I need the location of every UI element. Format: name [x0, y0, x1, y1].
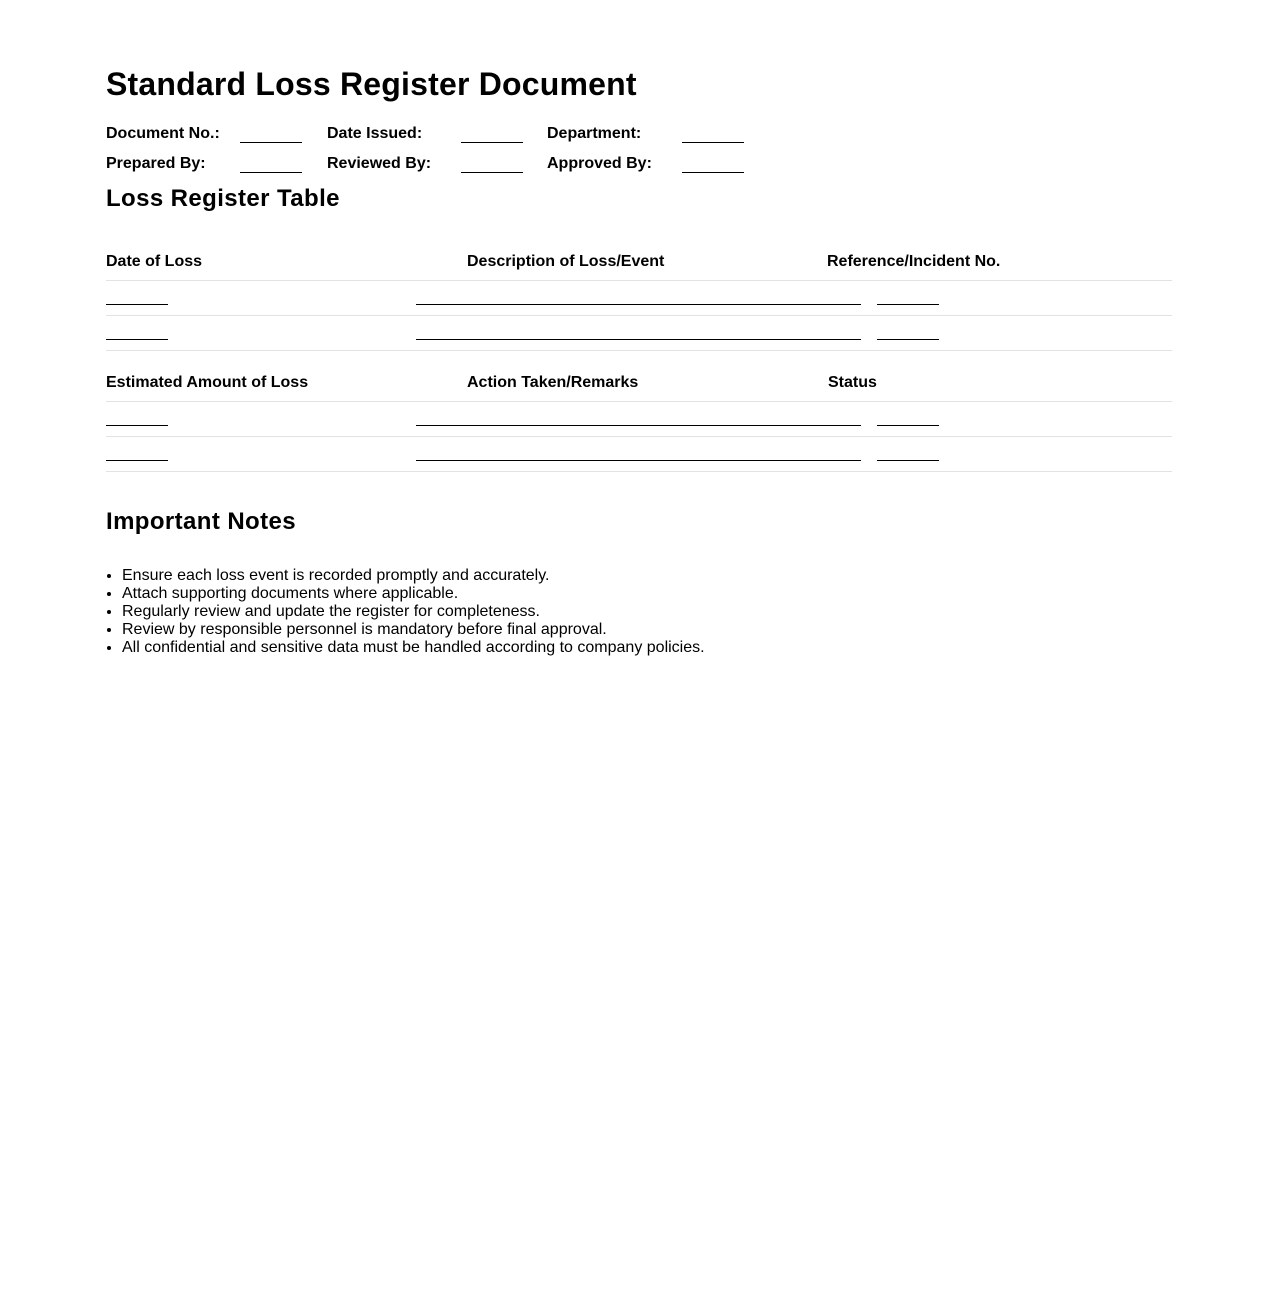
notes-list	[106, 567, 705, 657]
document-no-label: Document No.:	[106, 125, 220, 142]
action-taken-field[interactable]	[416, 460, 861, 461]
status-field[interactable]	[877, 460, 939, 461]
table-header-row	[106, 365, 1172, 402]
action-taken-field[interactable]	[416, 425, 861, 426]
status-field[interactable]	[877, 425, 939, 426]
column-header-estimated-amount: Estimated Amount of Loss	[106, 374, 309, 391]
estimated-amount-field[interactable]	[106, 425, 168, 426]
reference-field[interactable]	[877, 339, 939, 340]
date-of-loss-field[interactable]	[106, 304, 168, 305]
list-item: • Attach supporting documents where applicable.	[122, 585, 705, 603]
approved-by-field[interactable]	[682, 172, 744, 173]
list-item: • Regularly review and update the register for completeness.	[122, 603, 705, 621]
estimated-amount-field[interactable]	[106, 460, 168, 461]
description-field[interactable]	[416, 304, 861, 305]
table-row	[106, 402, 1172, 437]
prepared-by-label: Prepared By:	[106, 155, 206, 172]
approved-by-label: Approved By:	[547, 155, 652, 172]
prepared-by-field[interactable]	[240, 172, 302, 173]
table-row	[106, 437, 1172, 472]
table-row	[106, 281, 1172, 316]
document-no-field[interactable]	[240, 142, 302, 143]
column-header-status: Status	[828, 374, 877, 391]
reviewed-by-label: Reviewed By:	[327, 155, 432, 172]
list-item: • All confidential and sensitive data must be handled according to company policies.	[122, 639, 705, 657]
date-issued-label: Date Issued:	[327, 125, 423, 142]
reference-field[interactable]	[877, 304, 939, 305]
important-notes-title: Important Notes	[106, 508, 297, 535]
column-header-reference: Reference/Incident No.	[827, 253, 1001, 270]
column-header-date-of-loss: Date of Loss	[106, 253, 203, 270]
date-of-loss-field[interactable]	[106, 339, 168, 340]
table-row	[106, 316, 1172, 351]
table-header-row	[106, 244, 1172, 281]
column-header-action-taken: Action Taken/Remarks	[467, 374, 639, 391]
list-item: • Ensure each loss event is recorded promptly and accurately.	[122, 567, 705, 585]
column-header-description: Description of Loss/Event	[467, 253, 665, 270]
reviewed-by-field[interactable]	[461, 172, 523, 173]
department-label: Department:	[547, 125, 642, 142]
meta-row-1	[106, 125, 806, 145]
meta-row-2	[106, 155, 806, 175]
loss-table-title: Loss Register Table	[106, 185, 340, 212]
department-field[interactable]	[682, 142, 744, 143]
list-item: • Review by responsible personnel is mandatory before final approval.	[122, 621, 705, 639]
description-field[interactable]	[416, 339, 861, 340]
document-title: Standard Loss Register Document	[106, 66, 637, 102]
date-issued-field[interactable]	[461, 142, 523, 143]
